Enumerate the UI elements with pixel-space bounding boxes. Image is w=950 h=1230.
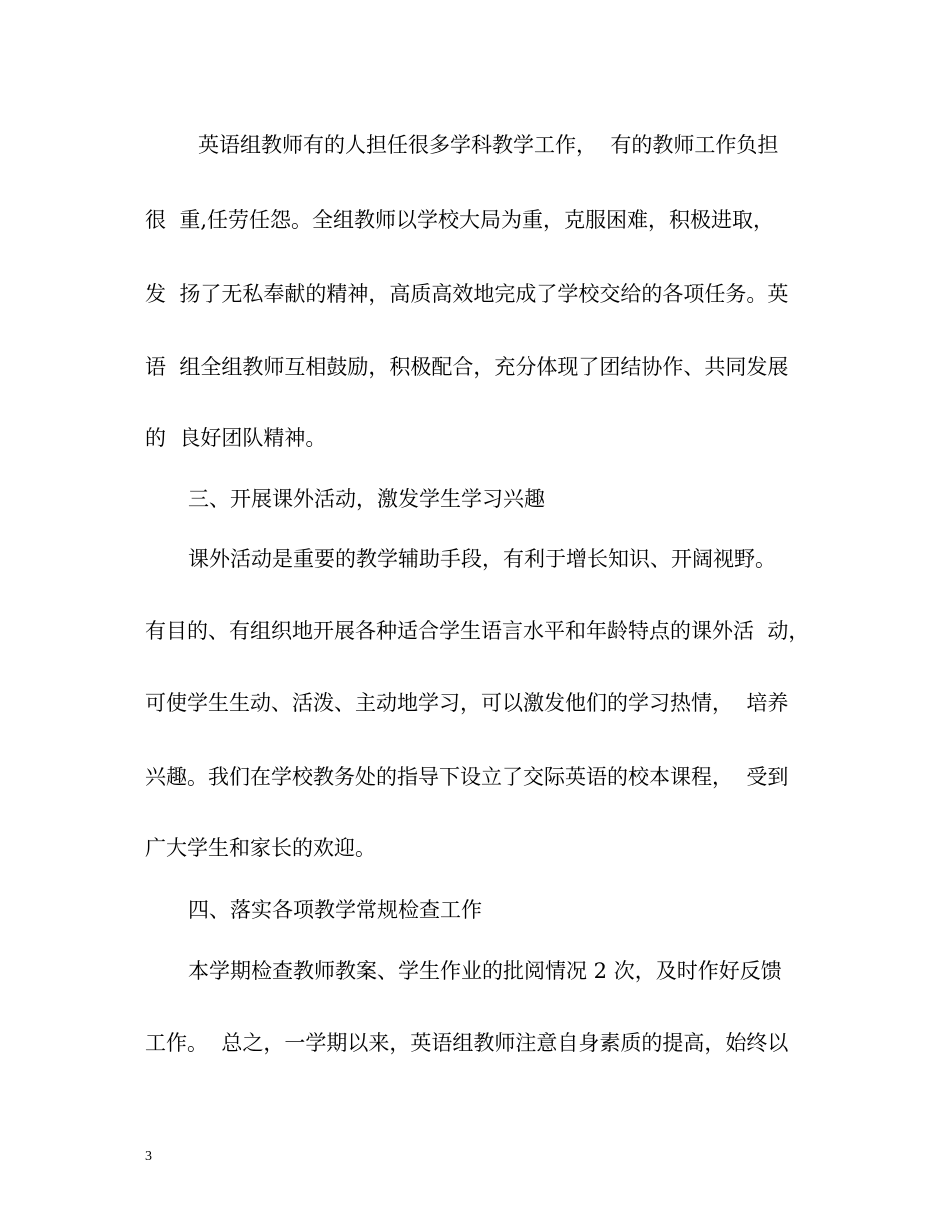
page-number: 3 — [145, 1149, 152, 1164]
paragraph-line-10: 广大学生和家长的欢迎。 — [145, 836, 376, 860]
paragraph-line-2: 很 重,任劳任怨。全组教师以学校大局为重，克服困难，积极进取， — [145, 208, 775, 232]
paragraph-line-5: 的 良好团队精神。 — [145, 426, 327, 450]
paragraph-line-9: 兴趣。我们在学校教务处的指导下设立了交际英语的校本课程， 受到 — [145, 765, 789, 789]
section-heading-4: 四、落实各项教学常规检查工作 — [188, 898, 482, 922]
paragraph-line-11: 本学期检查教师教案、学生作业的批阅情况 2 次，及时作好反馈 — [188, 959, 782, 983]
paragraph-line-12: 工作。 总之，一学期以来，英语组教师注意自身素质的提高，始终以 — [145, 1031, 789, 1055]
paragraph-line-6: 课外活动是重要的教学辅助手段，有利于增长知识、开阔视野。 — [188, 547, 776, 571]
paragraph-line-1: 英语组教师有的人担任很多学科教学工作， 有的教师工作负担 — [198, 133, 779, 157]
section-heading-3: 三、开展课外活动，激发学生学习兴趣 — [188, 487, 545, 511]
paragraph-line-4: 语 组全组教师互相鼓励，积极配合，充分体现了团结协作、共同发展 — [145, 355, 789, 379]
paragraph-line-8: 可使学生生动、活泼、主动地学习，可以激发他们的学习热情， 培养 — [145, 691, 789, 715]
paragraph-line-3: 发 扬了无私奉献的精神，高质高效地完成了学校交给的各项任务。英 — [145, 282, 789, 306]
paragraph-line-7: 有目的、有组织地开展各种适合学生语言水平和年龄特点的课外活 动， — [145, 619, 810, 643]
